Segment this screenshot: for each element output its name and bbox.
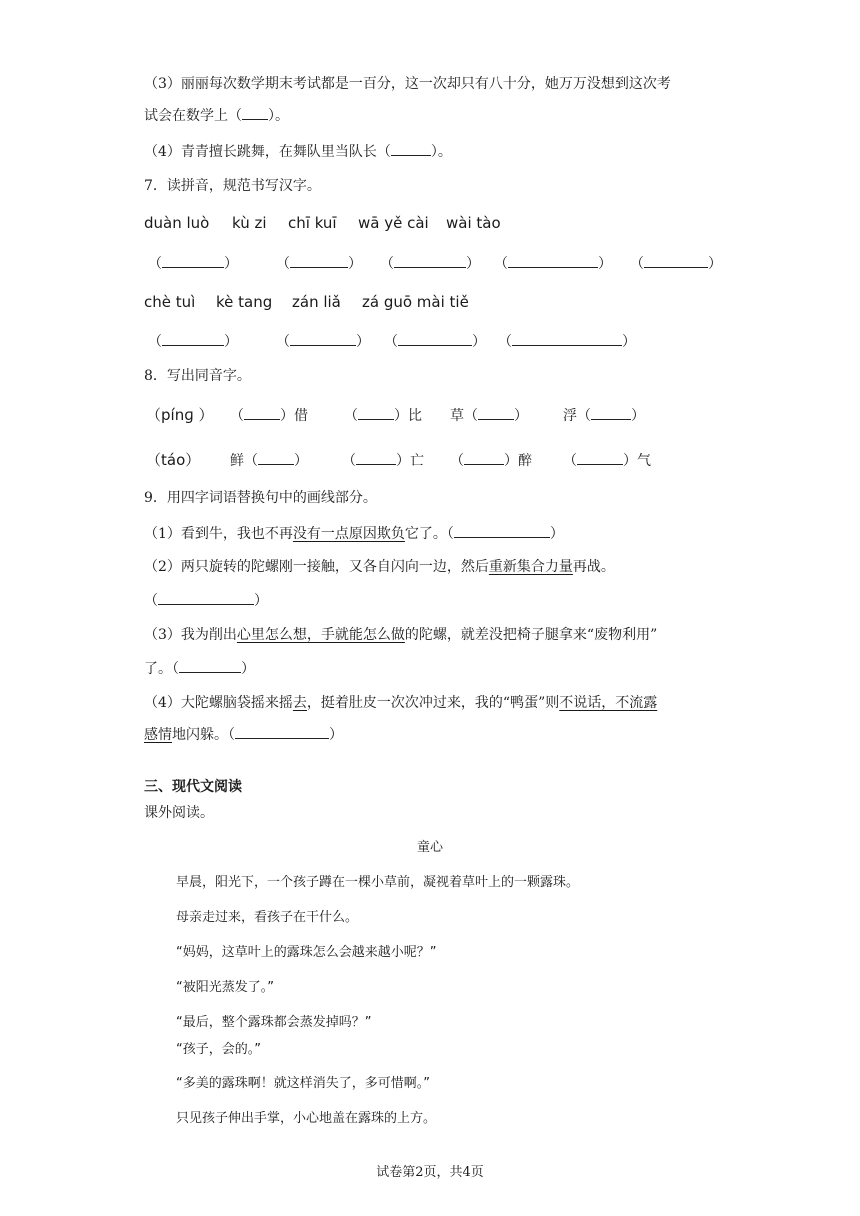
story-title: 童心 (416, 840, 443, 855)
q9-item4-line2: 感情地闪躲。（ ） (144, 724, 343, 745)
answer-blank[interactable] (242, 105, 268, 120)
story-paragraph: 只见孩子伸出手掌，小心地盖在露珠的上方。 (176, 1111, 437, 1126)
story-paragraph: “孩子，会的。” (176, 1042, 261, 1057)
answer-box[interactable]: （ ） (148, 253, 238, 274)
homophone-blank[interactable]: （ ）醉 (450, 450, 532, 471)
q6-item3-line2 (144, 105, 289, 126)
q6-item3-line1: （3）丽丽每次数学期末考试都是一百分，这一次却只有八十分，她万万没想到这次考 (144, 76, 671, 92)
homophone-blank[interactable]: （ ）亡 (342, 450, 424, 471)
pinyin-ping: （pínɡ ） (146, 406, 214, 424)
answer-box[interactable]: （ ） (384, 331, 486, 352)
pinyin: chè tuì (144, 293, 196, 311)
pinyin: zán liǎ (292, 293, 341, 311)
answer-blank[interactable] (454, 523, 550, 538)
q6-item3-prefix: 试会在数学上（ (144, 108, 242, 124)
q9-item4: （4）大陀螺脑袋摇来摇去，挺着肚皮一次次冲过来，我的“鸭蛋”则不说话，不流露 (144, 695, 658, 711)
pinyin: kù zi (232, 214, 267, 232)
q8-title: 8．写出同音字。 (144, 368, 251, 384)
pinyin: chī kuī (288, 214, 337, 232)
homophone-blank[interactable]: 鲜（ ） (230, 450, 308, 471)
answer-box[interactable]: （ ） (494, 253, 612, 274)
answer-blank[interactable] (391, 141, 431, 156)
underlined-phrase: 去 (292, 695, 307, 711)
q9-title: 9．用四字词语替换句中的画线部分。 (144, 490, 377, 506)
answer-box[interactable]: （ ） (630, 253, 722, 274)
q9-item2-answer[interactable]: （ ） (144, 590, 268, 611)
answer-box[interactable]: （ ） (380, 253, 480, 274)
answer-box[interactable]: （ ） (148, 331, 238, 352)
underlined-phrase: 不说话，不流露 (559, 695, 658, 711)
q9-item3-line2: 了。（ ） (144, 658, 255, 679)
story-paragraph: 早晨，阳光下，一个孩子蹲在一棵小草前，凝视着草叶上的一颗露珠。 (176, 875, 580, 890)
q6-item4-prefix: （4）青青擅长跳舞，在舞队里当队长（ (144, 144, 391, 160)
pinyin: wā yě cài (358, 214, 429, 232)
q9-item2: （2）两只旋转的陀螺刚一接触，又各自闪向一边，然后重新集合力量再战。 (144, 559, 615, 575)
story-paragraph: “多美的露珠啊！就这样消失了，多可惜啊。” (176, 1076, 430, 1091)
page-footer: 试卷第2页，共4页 (376, 1165, 484, 1180)
q6-item4-suffix: ）。 (430, 144, 452, 160)
section-subheading: 课外阅读。 (144, 805, 214, 821)
underlined-phrase: 没有一点原因欺负 (292, 526, 405, 542)
underlined-phrase: 感情 (144, 727, 172, 743)
q6-item3-suffix: ）。 (268, 108, 289, 124)
answer-box[interactable]: （ ） (276, 253, 362, 274)
story-paragraph: “妈妈，这草叶上的露珠怎么会越来越小呢？” (176, 945, 437, 960)
homophone-blank[interactable]: 草（ ） (450, 405, 528, 426)
story-paragraph: “最后，整个露珠都会蒸发掉吗？” (176, 1015, 372, 1030)
homophone-blank[interactable]: （ ）气 (563, 450, 651, 471)
answer-blank[interactable] (179, 658, 241, 673)
homophone-blank[interactable]: （ ）比 (344, 405, 422, 426)
q6-item4 (144, 141, 452, 162)
answer-box[interactable]: （ ） (276, 331, 370, 352)
underlined-phrase: 心里怎么想，手就能怎么做 (236, 627, 405, 643)
underlined-phrase: 重新集合力量 (488, 559, 573, 575)
section-heading: 三、现代文阅读 (144, 779, 242, 795)
q7-title: 7．读拼音，规范书写汉字。 (144, 178, 321, 194)
homophone-blank[interactable]: 浮（ ） (563, 405, 645, 426)
pinyin-tao: （táo） (146, 451, 201, 469)
pinyin: kè tang (216, 293, 273, 311)
pinyin: duàn luò (144, 214, 210, 232)
story-paragraph: “被阳光蒸发了。” (176, 980, 274, 995)
story-paragraph: 母亲走过来，看孩子在干什么。 (176, 910, 359, 925)
answer-blank[interactable] (235, 724, 329, 739)
q9-item3: （3）我为削出心里怎么想，手就能怎么做的陀螺，就差没把椅子腿拿来“废物利用” (144, 627, 658, 643)
homophone-blank[interactable]: （ ）借 (230, 405, 308, 426)
pinyin: wài tào (446, 214, 501, 232)
pinyin: zá guō mài tiě (362, 293, 469, 311)
q9-item1: （1）看到牛，我也不再没有一点原因欺负它了。（ ） (144, 523, 564, 544)
answer-box[interactable]: （ ） (498, 331, 636, 352)
